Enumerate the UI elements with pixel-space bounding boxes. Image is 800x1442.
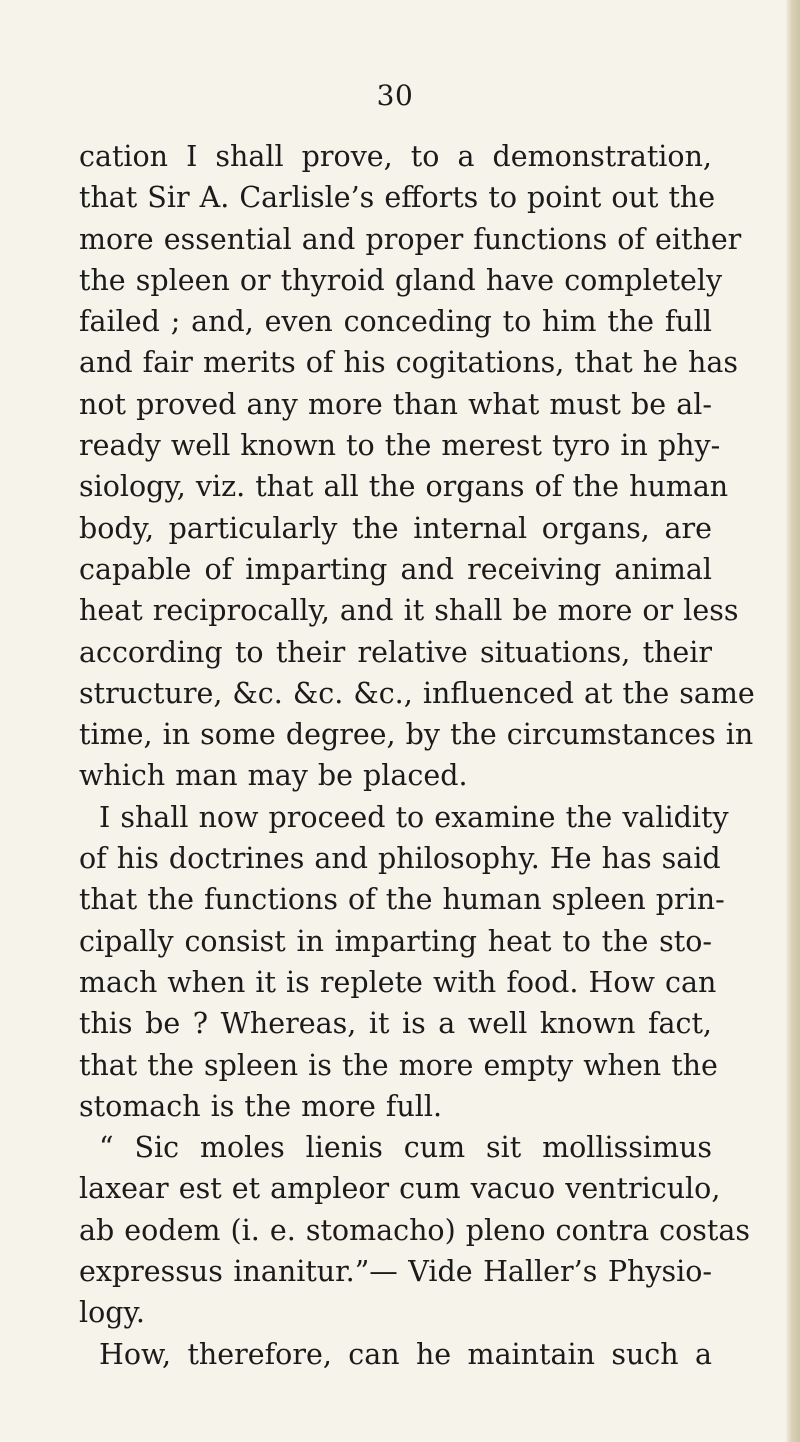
text-line: that Sir A. Carlisle’s efforts to point out the	[79, 181, 716, 215]
text-line: more essential and proper functions of either	[79, 222, 742, 256]
text-line: structure, &c. &c. &c., influenced at the same	[79, 676, 755, 710]
text-line: How, therefore, can he maintain such a	[99, 1337, 712, 1371]
text-line: cipally consist in imparting heat to the sto-	[79, 924, 712, 958]
text-line: time, in some degree, by the circumstances in	[79, 718, 754, 752]
text-line: stomach is the more full.	[79, 1089, 443, 1123]
text-line: body, particularly the internal organs, are	[79, 511, 712, 545]
text-line: according to their relative situations, their	[79, 635, 712, 669]
page-edge-shadow	[786, 0, 800, 1442]
page-number: 30	[376, 79, 414, 112]
text-line: the spleen or thyroid gland have completely	[79, 263, 723, 297]
text-line: “ Sic moles lienis cum sit mollissimus	[99, 1131, 712, 1165]
text-line: logy.	[79, 1296, 145, 1330]
text-line: which man may be placed.	[79, 759, 468, 793]
text-line: that the functions of the human spleen prin-	[79, 883, 725, 917]
text-line: expressus inanitur.”— Vide Haller’s Physio-	[79, 1255, 712, 1289]
text-line: failed ; and, even conceding to him the full	[79, 305, 712, 339]
text-line: siology, viz. that all the organs of the human	[79, 470, 729, 504]
text-line: heat reciprocally, and it shall be more or less	[79, 594, 739, 628]
text-line: ab eodem (i. e. stomacho) pleno contra costas	[79, 1213, 750, 1247]
text-line: laxear est et ampleor cum vacuo ventriculo,	[79, 1172, 721, 1206]
text-line: that the spleen is the more empty when the	[79, 1048, 718, 1082]
text-line: and fair merits of his cogitations, that he has	[79, 346, 738, 380]
text-line: of his doctrines and philosophy. He has said	[79, 842, 721, 876]
text-line: ready well known to the merest tyro in phy-	[79, 429, 721, 463]
text-line: mach when it is replete with food. How can	[79, 965, 717, 999]
text-line: cation I shall prove, to a demonstration,	[79, 140, 712, 173]
text-line: I shall now proceed to examine the validity	[99, 800, 729, 834]
text-line: capable of imparting and receiving animal	[79, 552, 712, 586]
text-line: not proved any more than what must be al-	[79, 387, 712, 421]
body-text	[79, 136, 755, 1375]
text-line: this be ? Whereas, it is a well known fact,	[79, 1007, 712, 1041]
